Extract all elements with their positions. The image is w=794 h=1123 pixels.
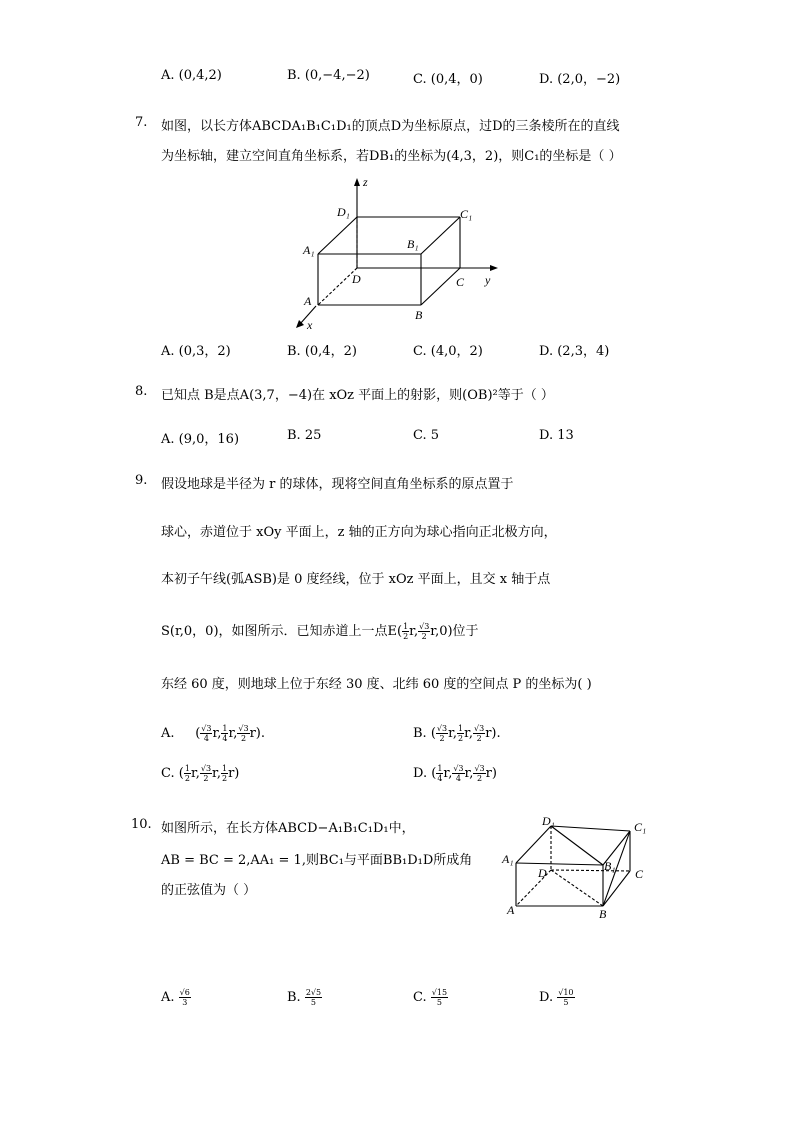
q7-cuboid-figure [290,172,510,337]
q6-option-c: C. (0,4，0) [413,72,483,87]
q10-label-d: D [538,866,547,880]
q7-label-b: B [415,308,423,322]
q6-option-a: A. (0,4,2) [161,68,222,83]
q9-line4-start: S(r,0，0)，如图所示．已知赤道上一点E( [161,624,403,639]
q9-number: 9. [135,473,148,488]
q7-line1: 如图，以长方体ABCDA₁B₁C₁D₁的顶点D为坐标原点，过D的三条棱所在的直线 [161,119,620,134]
q9-option-a: A. ( $\frac{√3}{4}$ r, $\frac{1}{4}$ r, $\frac{√3}{2}$ r). [161,724,266,743]
q10-line3: 的正弦值为（ ） [161,883,257,898]
q8-option-b: B. 25 [287,428,322,443]
q10-option-c: C. $\frac{√15}{5}$ [413,988,448,1007]
q7-label-c1: C₁ [460,207,473,221]
q7-number: 7. [135,115,148,130]
q7-label-c: C [456,275,465,289]
q7-label-d: D [352,272,361,286]
q9-line1: 假设地球是半径为 r 的球体，现将空间直角坐标系的原点置于 [161,477,514,492]
q9-option-b: B. ( $\frac{√3}{2}$ r, $\frac{1}{2}$ r, $\frac{√3}{2}$ r). [413,724,501,743]
q7-label-a1: A₁ [303,243,315,257]
q7-label-x: x [307,318,313,332]
q10-cuboid-figure [500,808,670,928]
q6-option-d: D. (2,0，−2) [539,72,621,87]
q7-label-y: y [485,273,491,287]
q10-label-c1: C₁ [634,820,647,834]
q10-label-c: C [635,867,644,881]
q7-option-d: D. (2,3，4) [539,344,610,359]
q10-label-b: B [599,907,607,921]
q9-e-y-frac: $\frac{√3}{2}$ [419,622,430,641]
q10-option-d: D. $\frac{√10}{5}$ [539,988,574,1007]
q10-label-b1: B₁ [604,859,616,873]
q9-line5: 东经 60 度，则地球上位于东经 30 度、北纬 60 度的空间点 P 的坐标为( ) [161,677,592,692]
q8-option-a: A. (9,0，16) [161,432,240,447]
q8-number: 8. [135,384,148,399]
q9-line3: 本初子午线(弧ASB)是 0 度经线，位于 xOz 平面上，且交 x 轴于点 [161,572,551,587]
q7-label-z: z [363,175,368,189]
q10-label-d1: D₁ [542,814,555,828]
q7-line2: 为坐标轴，建立空间直角坐标系，若DB₁的坐标为(4,3，2)，则C₁的坐标是（ ） [161,149,622,164]
q6-option-b: B. (0,−4,−2) [287,68,370,83]
q8-option-d: D. 13 [539,428,574,443]
q7-label-d1: D₁ [337,205,350,219]
q8-option-c: C. 5 [413,428,440,443]
q9-e-x-frac: $\frac{1}{2}$ [403,622,409,641]
q10-label-a: A [507,903,515,917]
q9-line2: 球心，赤道位于 xOy 平面上，z 轴的正方向为球心指向正北极方向， [161,525,557,540]
q10-number: 10. [131,817,152,832]
q9-line4-end: )位于 [447,624,479,639]
q9-option-c: C. ( $\frac{1}{2}$ r, $\frac{√3}{2}$ r, $\frac{1}{2}$ r) [161,764,240,783]
q7-option-c: C. (4,0，2) [413,344,483,359]
q10-label-a1: A₁ [502,852,514,866]
q8-line1: 已知点 B是点A(3,7，−4)在 xOz 平面上的射影，则(OB)²等于（ ） [161,388,554,403]
q7-option-b: B. (0,4，2) [287,344,357,359]
q7-label-b1: B₁ [407,237,419,251]
q7-label-a: A [304,294,312,308]
q7-option-a: A. (0,3，2) [161,344,231,359]
q10-option-a: A. $\frac{√6}{3}$ [161,988,190,1007]
q9-option-d: D. ( $\frac{1}{4}$ r, $\frac{√3}{4}$ r, $\frac{√3}{2}$ r) [413,764,497,783]
q10-line1: 如图所示，在长方体ABCD−A₁B₁C₁D₁中， [161,821,415,836]
q9-line4: S(r,0，0)，如图所示．已知赤道上一点E( $\frac{1}{2}$ r, $\frac{√3}{2}$ r,0)位于 [161,622,479,641]
q10-line2: AB = BC = 2,AA₁ = 1,则BC₁与平面BB₁D₁D所成角 [161,853,473,868]
q10-option-b: B. $\frac{2√5}{5}$ [287,988,322,1007]
